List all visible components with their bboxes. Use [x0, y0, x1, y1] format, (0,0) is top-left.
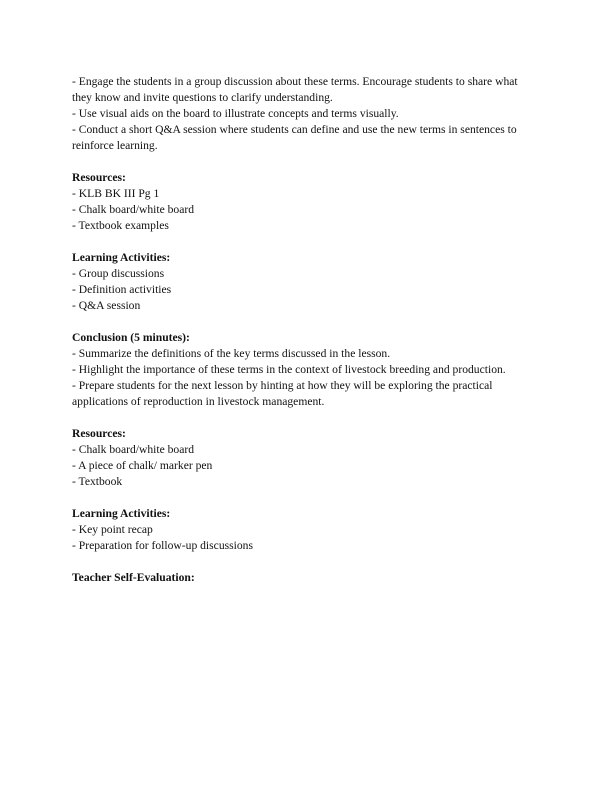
text-line: reinforce learning. — [72, 139, 158, 152]
resources-section — [72, 426, 552, 490]
text-line: - Summarize the definitions of the key terms discussed in the lesson. — [72, 347, 391, 360]
document-page — [72, 74, 552, 586]
learning-activities-section — [72, 250, 552, 314]
text-line: they know and invite questions to clarify understanding. — [72, 91, 333, 104]
section-heading: Learning Activities: — [72, 507, 171, 520]
text-line: - Highlight the importance of these terms in the context of livestock breeding and production. — [72, 363, 506, 376]
list-item: - Key point recap — [72, 523, 153, 536]
intro-section — [72, 74, 552, 154]
list-item: - Chalk board/white board — [72, 203, 195, 216]
section-heading: Conclusion (5 minutes): — [72, 331, 190, 344]
list-item: - KLB BK III Pg 1 — [72, 187, 160, 200]
teacher-self-evaluation-heading: Teacher Self-Evaluation: — [72, 571, 195, 584]
section-heading: Learning Activities: — [72, 251, 171, 264]
section-heading: Resources: — [72, 427, 126, 440]
list-item: - Chalk board/white board — [72, 443, 195, 456]
text-line: - Prepare students for the next lesson by hinting at how they will be exploring the practical — [72, 379, 493, 392]
text-line: applications of reproduction in livestock management. — [72, 395, 325, 408]
list-item: - Textbook examples — [72, 219, 169, 232]
text-line: - Use visual aids on the board to illustrate concepts and terms visually. — [72, 107, 399, 120]
list-item: - Group discussions — [72, 267, 165, 280]
conclusion-section — [72, 330, 552, 410]
learning-activities-section — [72, 506, 552, 554]
list-item: - Q&A session — [72, 299, 141, 312]
resources-section — [72, 170, 552, 234]
section-heading: Resources: — [72, 171, 126, 184]
list-item: - Definition activities — [72, 283, 172, 296]
list-item: - A piece of chalk/ marker pen — [72, 459, 213, 472]
text-line: - Conduct a short Q&A session where students can define and use the new terms in sentences to — [72, 123, 517, 136]
list-item: - Preparation for follow-up discussions — [72, 539, 253, 552]
text-line: - Engage the students in a group discussion about these terms. Encourage students to share what — [72, 75, 518, 88]
list-item: - Textbook — [72, 475, 123, 488]
